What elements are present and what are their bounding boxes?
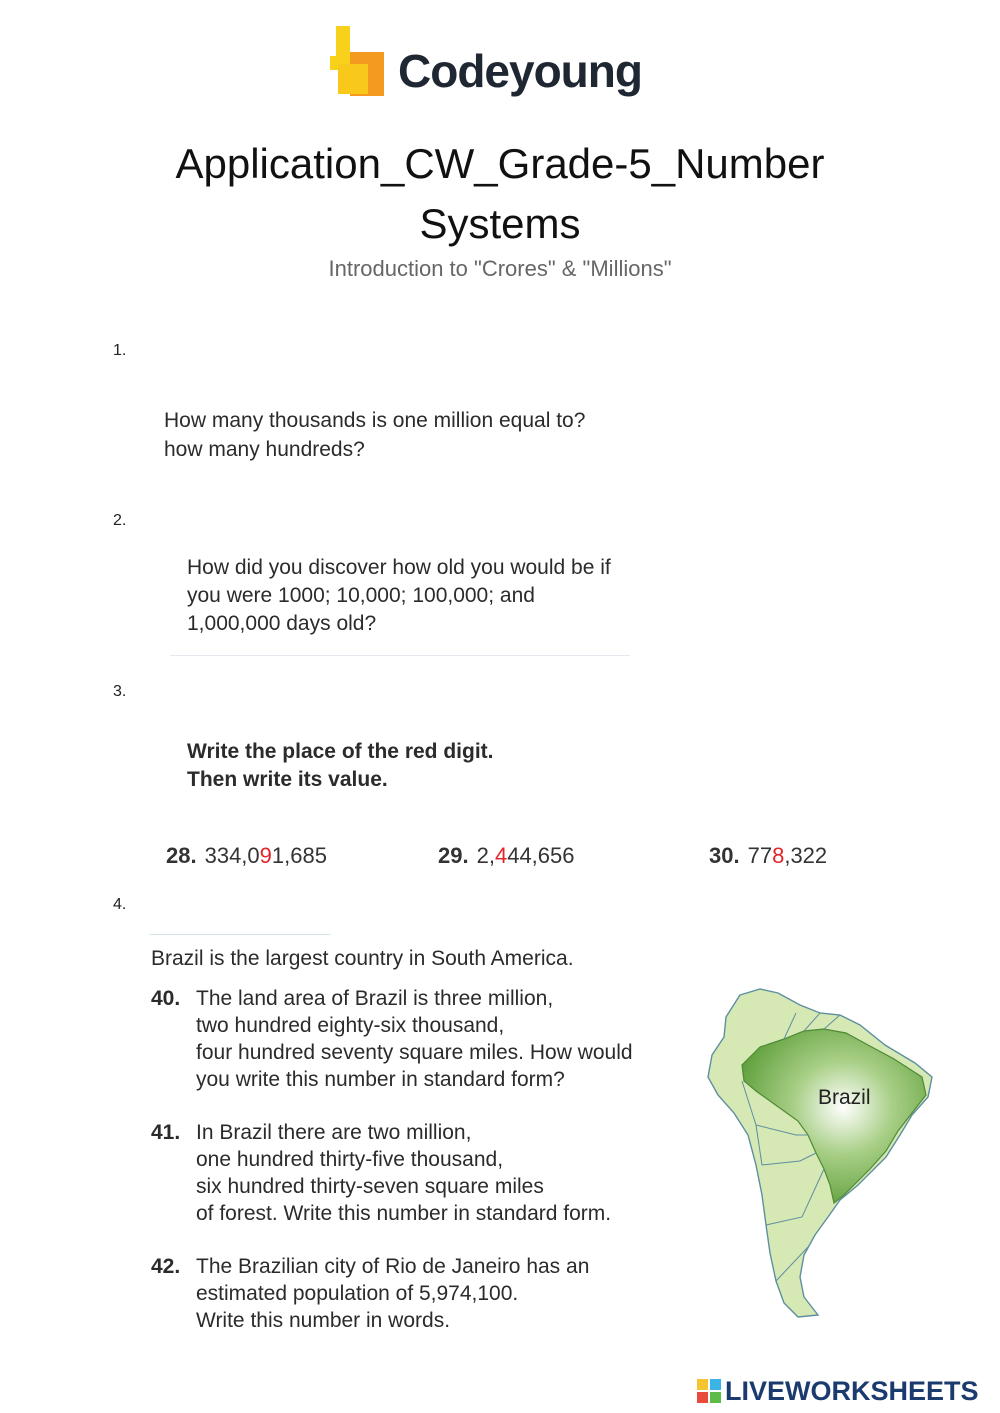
problem-line: The Brazilian city of Rio de Janeiro has an bbox=[196, 1255, 590, 1278]
problem-line: of forest. Write this number in standard form. bbox=[196, 1202, 612, 1225]
problem-line: one hundred thirty-five thousand, bbox=[196, 1148, 504, 1171]
question-1-text bbox=[164, 406, 724, 464]
question-2-number: 2. bbox=[113, 512, 127, 529]
red-digit: 9 bbox=[259, 843, 272, 868]
problem-line: two hundred eighty-six thousand, bbox=[196, 1014, 505, 1037]
codeyoung-logo bbox=[330, 24, 675, 114]
south-america-map bbox=[700, 985, 940, 1325]
codeyoung-logo-mark bbox=[330, 26, 390, 101]
exercise-number: 29. bbox=[438, 843, 469, 868]
problem-line: estimated population of 5,974,100. bbox=[196, 1282, 519, 1305]
page-title: Application_CW_Grade-5_Number Systems bbox=[175, 140, 825, 247]
divider bbox=[170, 655, 630, 656]
digits-after: 1,685 bbox=[271, 843, 327, 868]
question-3-line: Write the place of the red digit. bbox=[187, 740, 494, 763]
digits-before: 334,0 bbox=[204, 843, 260, 868]
exercise-29 bbox=[438, 843, 575, 869]
problem-line: six hundred thirty-seven square miles bbox=[196, 1175, 544, 1198]
question-3-number: 3. bbox=[113, 683, 127, 700]
red-digit: 8 bbox=[772, 843, 785, 868]
problem-line: The land area of Brazil is three million, bbox=[196, 987, 554, 1010]
question-1-line: how many hundreds? bbox=[164, 438, 365, 461]
problem-line: four hundred seventy square miles. How would bbox=[196, 1041, 633, 1064]
red-digit: 4 bbox=[494, 843, 508, 868]
problem-text bbox=[196, 985, 696, 1093]
question-2-line: How did you discover how old you would be if bbox=[187, 556, 611, 579]
watermark-text: LIVEWORKSHEETS bbox=[725, 1376, 979, 1406]
problem-number: 42. bbox=[151, 1255, 181, 1278]
problem-text bbox=[196, 1119, 696, 1227]
digits-after: ,322 bbox=[784, 843, 828, 868]
exercise-number: 28. bbox=[166, 843, 197, 868]
exercise-30 bbox=[709, 843, 827, 869]
problem-text bbox=[196, 1253, 696, 1334]
exercise-number: 30. bbox=[709, 843, 740, 868]
problem-40 bbox=[151, 985, 701, 1100]
question-3-line: Then write its value. bbox=[187, 768, 388, 791]
map-label-brazil: Brazil bbox=[818, 1086, 871, 1109]
digits-before: 77 bbox=[747, 843, 773, 868]
problem-42 bbox=[151, 1253, 701, 1343]
question-2-line: 1,000,000 days old? bbox=[187, 612, 377, 635]
question-2-text bbox=[187, 554, 747, 638]
question-3-instructions bbox=[187, 738, 747, 794]
problem-line: In Brazil there are two million, bbox=[196, 1121, 472, 1144]
problem-line: Write this number in words. bbox=[196, 1309, 451, 1332]
question-1-number: 1. bbox=[113, 342, 127, 359]
problem-number: 40. bbox=[151, 987, 181, 1010]
question-4-intro: Brazil is the largest country in South America. bbox=[151, 947, 574, 970]
liveworksheets-logo-icon bbox=[697, 1379, 721, 1403]
question-2-line: you were 1000; 10,000; 100,000; and bbox=[187, 584, 535, 607]
divider bbox=[150, 934, 330, 935]
exercise-28 bbox=[166, 843, 327, 869]
question-4-number: 4. bbox=[113, 896, 127, 913]
page-subtitle: Introduction to "Crores" & "Millions" bbox=[328, 256, 672, 281]
digits-after: 44,656 bbox=[507, 843, 575, 868]
problem-41 bbox=[151, 1119, 701, 1234]
problem-line: you write this number in standard form? bbox=[196, 1068, 565, 1091]
liveworksheets-watermark bbox=[697, 1376, 997, 1408]
logo-text: Codeyoung bbox=[398, 45, 642, 97]
digits-before: 2, bbox=[476, 843, 495, 868]
question-1-line: How many thousands is one million equal to? bbox=[164, 409, 586, 432]
problem-number: 41. bbox=[151, 1121, 181, 1144]
